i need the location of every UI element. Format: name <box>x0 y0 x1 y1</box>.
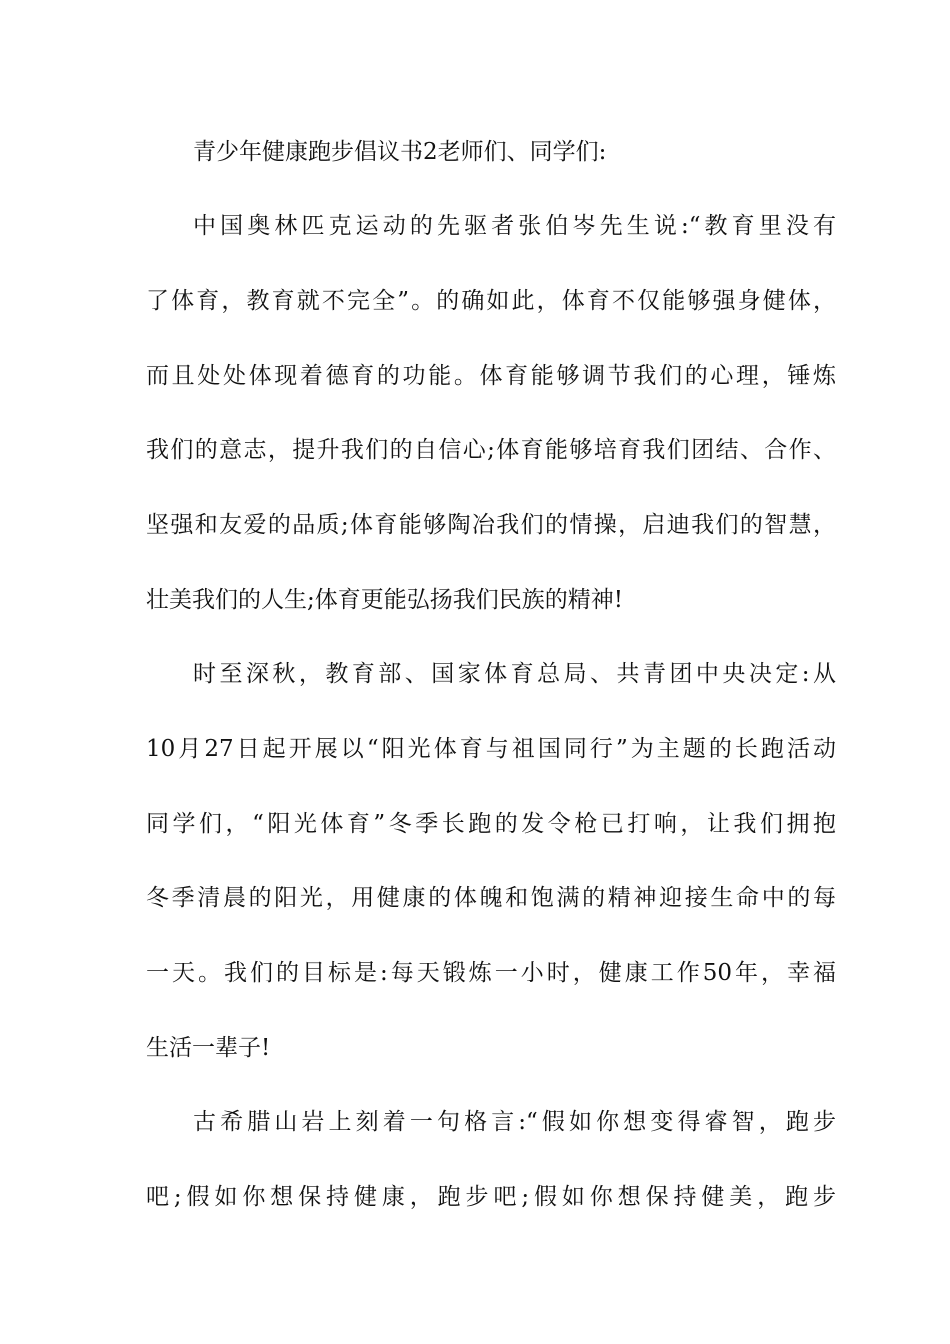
paragraph-line: 冬季清晨的阳光，用健康的体魄和饱满的精神迎接生命中的每 <box>146 885 836 911</box>
paragraph-line: 我们的意志，提升我们的自信心;体育能够培育我们团结、合作、 <box>146 437 836 463</box>
paragraph-line: 而且处处体现着德育的功能。体育能够调节我们的心理，锤炼 <box>146 363 836 389</box>
paragraph-line: 了体育，教育就不完全”。的确如此，体育不仅能够强身健体， <box>146 288 836 314</box>
paragraph-line: 10月27日起开展以“阳光体育与祖国同行”为主题的长跑活动 <box>146 736 836 762</box>
paragraph-line: 吧;假如你想保持健康，跑步吧;假如你想保持健美，跑步 <box>146 1184 836 1210</box>
paragraph-line: 壮美我们的人生;体育更能弘扬我们民族的精神! <box>146 587 623 613</box>
paragraph-line: 时至深秋，教育部、国家体育总局、共青团中央决定:从 <box>193 661 836 687</box>
paragraph-line: 生活一辈子! <box>146 1035 271 1061</box>
paragraph-line: 青少年健康跑步倡议书2老师们、同学们: <box>193 139 607 165</box>
paragraph-line: 古希腊山岩上刻着一句格言:“假如你想变得睿智，跑步 <box>193 1109 836 1135</box>
paragraph-line: 同学们，“阳光体育”冬季长跑的发令枪已打响，让我们拥抱 <box>146 811 836 837</box>
paragraph-line: 一天。我们的目标是:每天锻炼一小时，健康工作50年，幸福 <box>146 960 836 986</box>
paragraph-line: 中国奥林匹克运动的先驱者张伯岑先生说:“教育里没有 <box>193 213 836 239</box>
paragraph-line: 坚强和友爱的品质;体育能够陶冶我们的情操，启迪我们的智慧， <box>146 512 836 538</box>
